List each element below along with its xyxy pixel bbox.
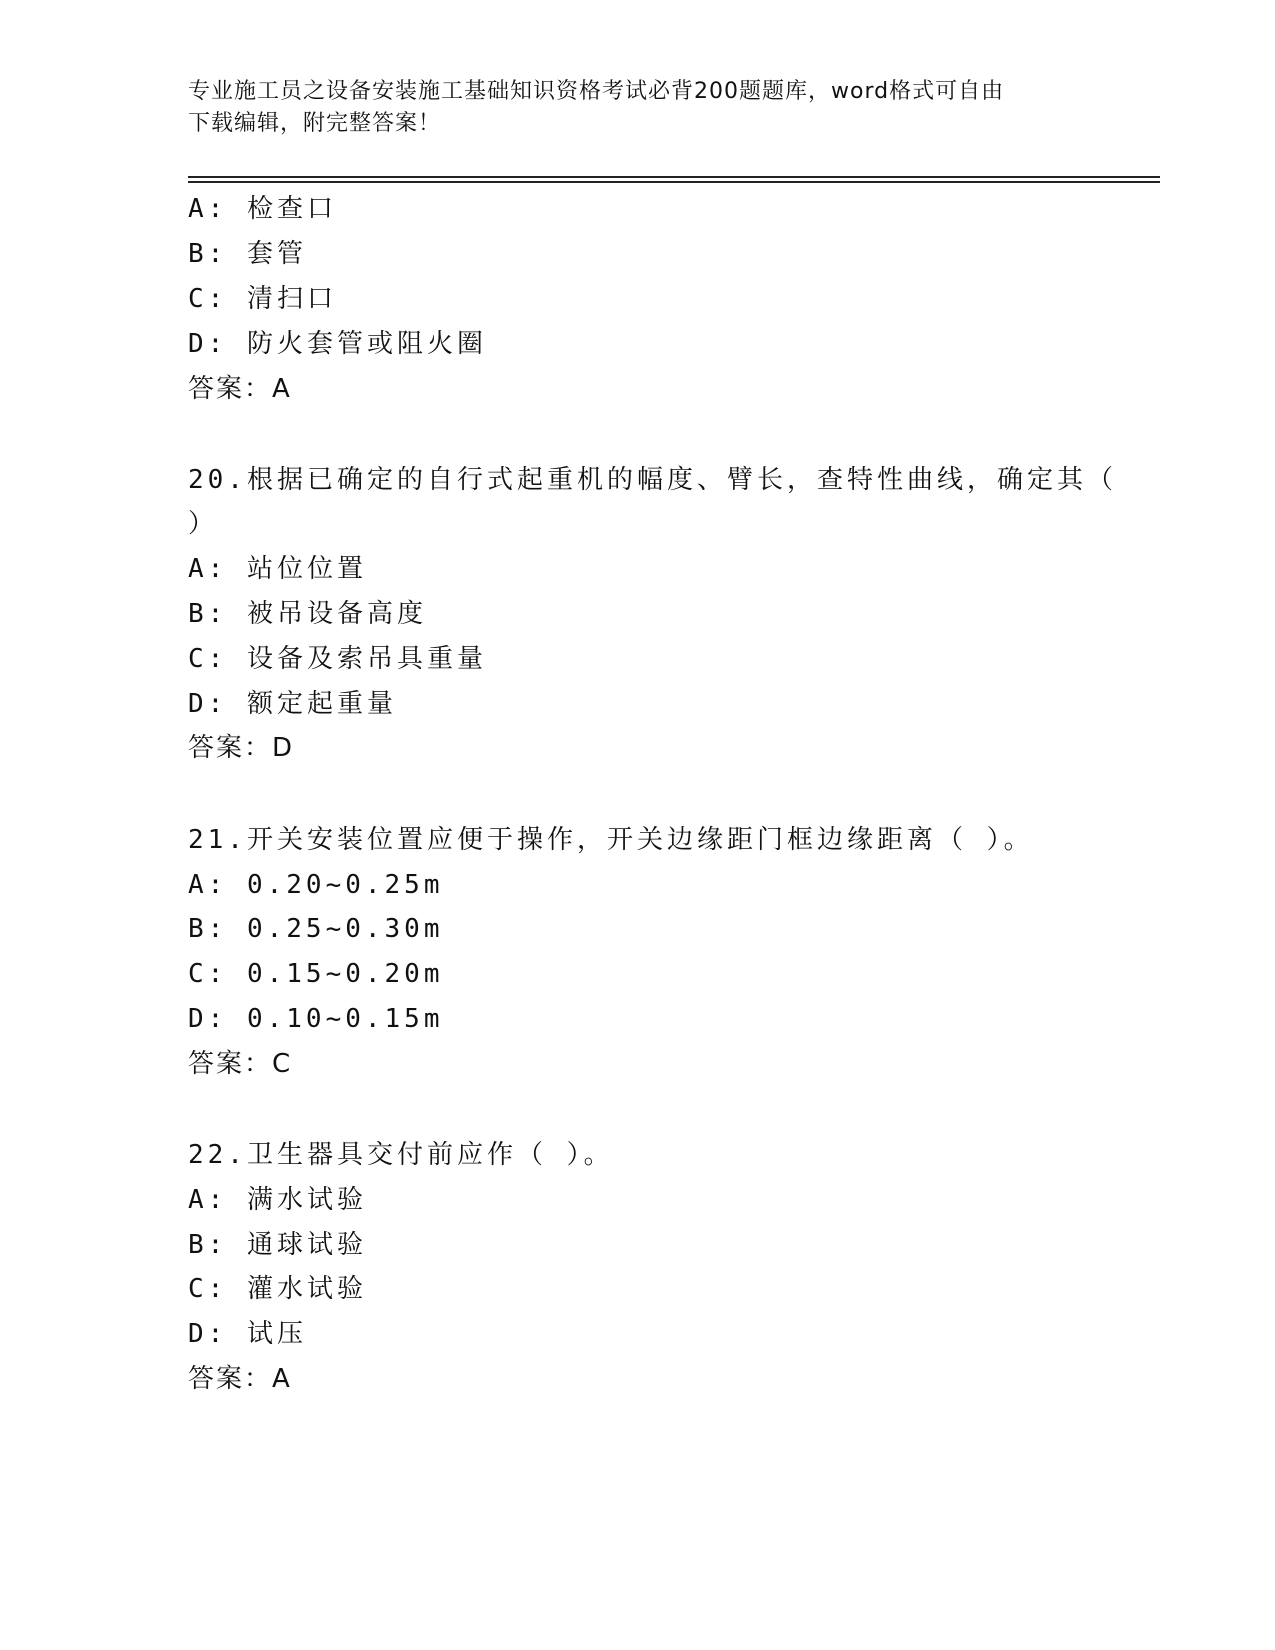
q19-answer: 答案：A xyxy=(188,374,292,404)
q22-answer: 答案：A xyxy=(188,1364,292,1394)
q20-option-b: B: 被吊设备高度 xyxy=(188,599,427,629)
q21-answer: 答案：C xyxy=(188,1049,293,1079)
q22-option-a: A: 满水试验 xyxy=(188,1185,367,1215)
q21-option-b: B: 0.25~0.30m xyxy=(188,914,444,944)
q20-stem-line-1: 20.根据已确定的自行式起重机的幅度、臂长，查特性曲线，确定其（ xyxy=(188,465,1117,495)
q21-option-a: A: 0.20~0.25m xyxy=(188,870,444,900)
header-divider xyxy=(188,176,1160,178)
header-divider-2 xyxy=(188,181,1160,183)
q19-option-b: B: 套管 xyxy=(188,239,307,269)
q20-option-a: A: 站位位置 xyxy=(188,554,367,584)
q20-stem-line-2: ） xyxy=(188,509,219,539)
document-header xyxy=(188,76,1088,140)
q19-option-c: C: 清扫口 xyxy=(188,284,337,314)
q19-option-d: D: 防火套管或阻火圈 xyxy=(188,329,487,359)
q22-option-c: C: 灌水试验 xyxy=(188,1274,367,1304)
q21-option-d: D: 0.10~0.15m xyxy=(188,1004,444,1034)
q20-option-d: D: 额定起重量 xyxy=(188,689,397,719)
q21-stem: 21.开关安装位置应便于操作，开关边缘距门框边缘距离（ ）。 xyxy=(188,825,1034,855)
header-line-2: 下载编辑，附完整答案！ xyxy=(188,111,442,136)
q20-answer: 答案：D xyxy=(188,733,295,763)
header-line-1: 专业施工员之设备安装施工基础知识资格考试必背200题题库，word格式可自由 xyxy=(188,79,1005,104)
q20-option-c: C: 设备及索吊具重量 xyxy=(188,644,487,674)
q22-option-b: B: 通球试验 xyxy=(188,1230,367,1260)
q22-stem: 22.卫生器具交付前应作（ ）。 xyxy=(188,1140,614,1170)
q22-option-d: D: 试压 xyxy=(188,1319,307,1349)
q21-option-c: C: 0.15~0.20m xyxy=(188,959,444,989)
q19-option-a: A: 检查口 xyxy=(188,194,337,224)
